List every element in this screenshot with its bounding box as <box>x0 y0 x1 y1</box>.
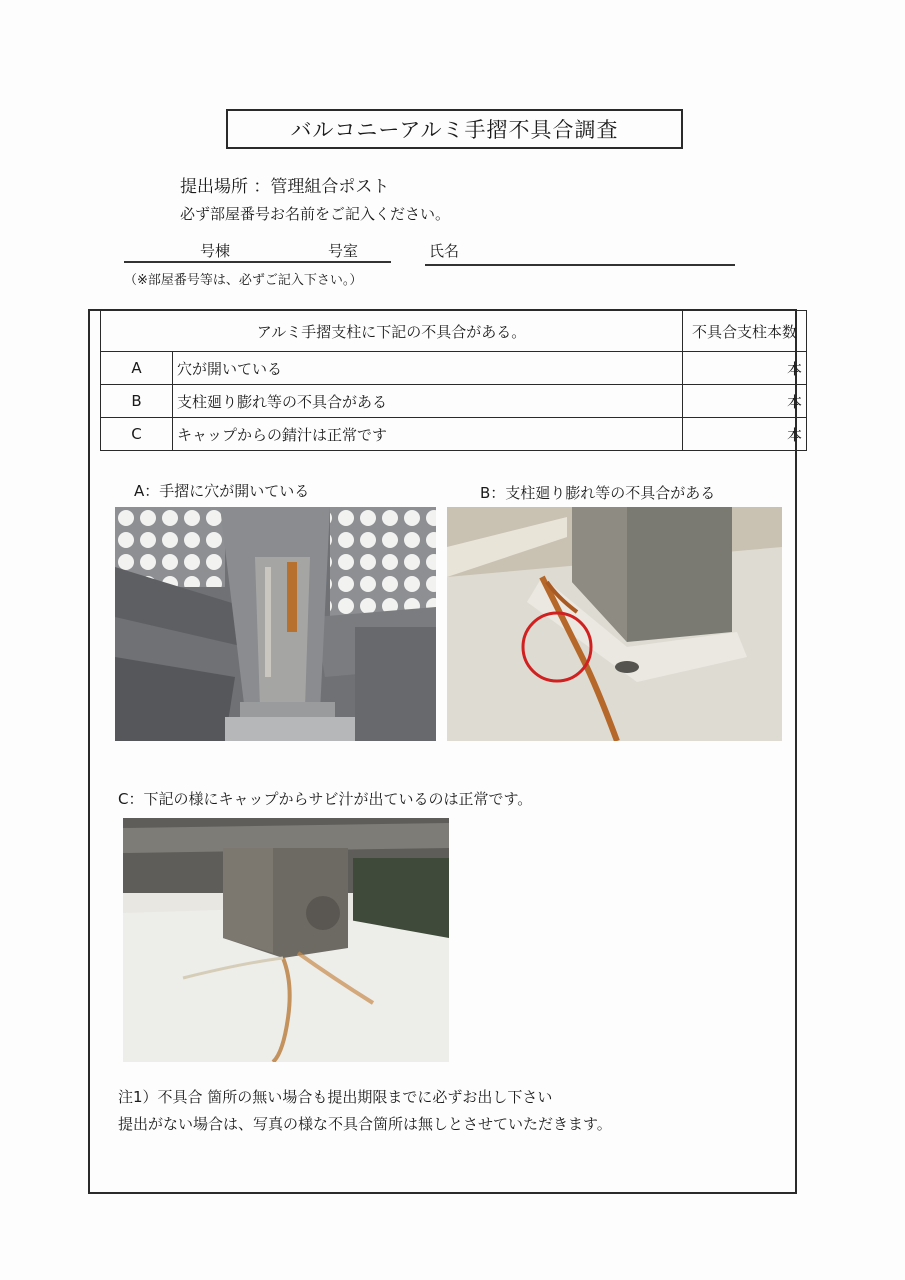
caption-a: A：手摺に穴が開いている <box>134 482 310 500</box>
photo-c <box>123 818 449 1062</box>
table-row <box>101 418 807 451</box>
defect-table <box>100 310 807 451</box>
note-1: 注1）不具合 箇所の無い場合も提出期限までに必ずお出し下さい <box>118 1088 553 1106</box>
room-label: 号室 <box>328 242 359 260</box>
photo-a <box>115 507 436 741</box>
row-desc: 支柱廻り膨れ等の不具合がある <box>173 385 683 418</box>
row-desc: 穴が開いている <box>173 352 683 385</box>
document-title: バルコニーアルミ手摺不具合調査 <box>226 109 683 149</box>
count-cell[interactable]: 本 <box>683 352 807 385</box>
table-header: アルミ手摺支柱に下記の不具合がある。 <box>101 311 683 352</box>
caption-c: C：下記の様にキャップからサビ汁が出ているのは正常です。 <box>118 790 533 808</box>
building-label: 号棟 <box>200 242 231 260</box>
name-line[interactable] <box>425 264 735 266</box>
room-note: （※部屋番号等は、必ずご記入下さい。） <box>124 273 363 288</box>
count-header: 不具合支柱本数 <box>683 311 807 352</box>
instruction-text: 必ず部屋番号お名前をご記入ください。 <box>180 205 451 223</box>
caption-b: B：支柱廻り膨れ等の不具合がある <box>480 484 716 502</box>
row-desc: キャップからの錆汁は正常です <box>173 418 683 451</box>
photo-b <box>447 507 782 741</box>
name-label: 氏名 <box>429 242 460 260</box>
row-key: C <box>101 418 173 451</box>
count-cell[interactable]: 本 <box>683 418 807 451</box>
count-cell[interactable]: 本 <box>683 385 807 418</box>
table-row <box>101 352 807 385</box>
row-key: B <box>101 385 173 418</box>
note-2: 提出がない場合は、写真の様な不具合箇所は無しとさせていただきます。 <box>118 1115 612 1133</box>
room-number-line[interactable] <box>124 261 391 263</box>
table-row <box>101 385 807 418</box>
submit-place: 提出場所 ：管理組合ポスト <box>180 177 390 197</box>
row-key: A <box>101 352 173 385</box>
